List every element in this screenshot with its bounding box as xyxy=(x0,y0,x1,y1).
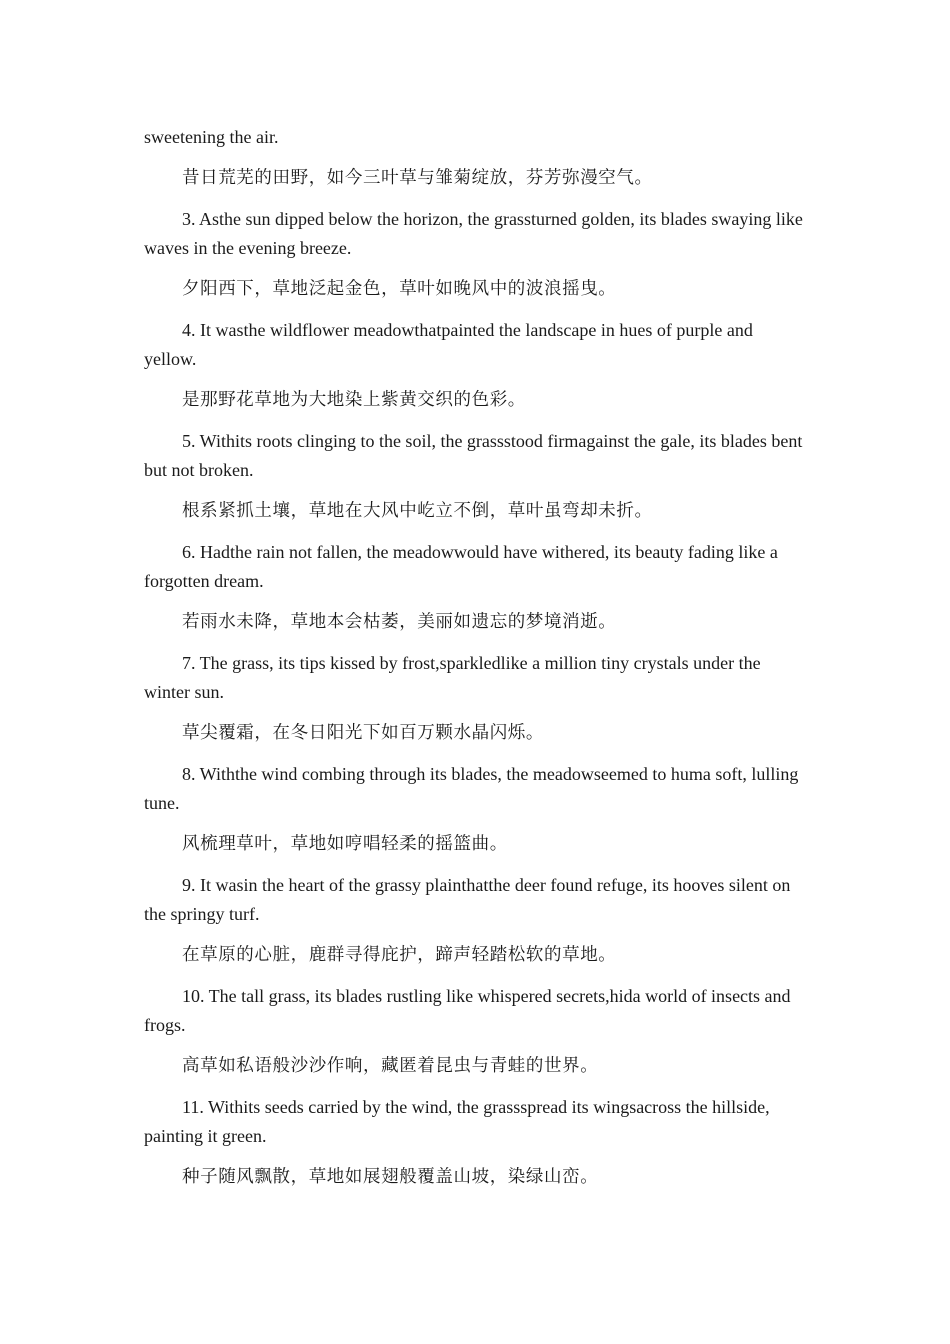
sentence-5-chinese: 根系紧抓土壤，草地在大风中屹立不倒，草叶虽弯却未折。 xyxy=(182,501,653,521)
sentence-4-english: 4. It wasthe wildflower meadowthatpainted the landscape in hues of purple and yellow. xyxy=(144,320,753,369)
sentence-4-chinese: 是那野花草地为大地染上紫黄交织的色彩。 xyxy=(182,390,526,410)
document-body xyxy=(144,123,808,1204)
sentence-10-english: 10. The tall grass, its blades rustling like whispered secrets,hida world of insects and frogs. xyxy=(144,986,791,1035)
sentence-8-english: 8. Withthe wind combing through its blades, the meadowseemed to huma soft, lulling tune. xyxy=(144,764,799,813)
sentence-5-english: 5. Withits roots clinging to the soil, the grassstood firmagainst the gale, its blades bent but not broken. xyxy=(144,431,803,480)
sentence-11-english: 11. Withits seeds carried by the wind, the grassspread its wingsacross the hillside, painting it green. xyxy=(144,1097,770,1146)
sentence-6-english: 6. Hadthe rain not fallen, the meadowwould have withered, its beauty fading like a forgotten dream. xyxy=(144,542,778,591)
sentence-3-chinese: 夕阳西下，草地泛起金色，草叶如晚风中的波浪摇曳。 xyxy=(182,279,617,299)
sentence-3-english: 3. Asthe sun dipped below the horizon, the grassturned golden, its blades swaying like waves in the evening breeze. xyxy=(144,209,803,258)
sentence-10-chinese: 高草如私语般沙沙作响，藏匿着昆虫与青蛙的世界。 xyxy=(182,1056,599,1076)
continuation-chinese: 昔日荒芜的田野，如今三叶草与雏菊绽放，芬芳弥漫空气。 xyxy=(182,168,653,188)
continuation-english: sweetening the air. xyxy=(144,127,279,147)
sentence-7-chinese: 草尖覆霜，在冬日阳光下如百万颗水晶闪烁。 xyxy=(182,723,544,743)
sentence-11-chinese: 种子随风飘散，草地如展翅般覆盖山坡，染绿山峦。 xyxy=(182,1167,599,1187)
sentence-8-chinese: 风梳理草叶，草地如哼唱轻柔的摇篮曲。 xyxy=(182,834,508,854)
sentence-6-chinese: 若雨水未降，草地本会枯萎，美丽如遗忘的梦境消逝。 xyxy=(182,612,617,632)
sentence-7-english: 7. The grass, its tips kissed by frost,sparkledlike a million tiny crystals under the winter sun. xyxy=(144,653,761,702)
sentence-9-english: 9. It wasin the heart of the grassy plainthatthe deer found refuge, its hooves silent on the springy turf. xyxy=(144,875,791,924)
sentence-9-chinese: 在草原的心脏，鹿群寻得庇护，蹄声轻踏松软的草地。 xyxy=(182,945,617,965)
